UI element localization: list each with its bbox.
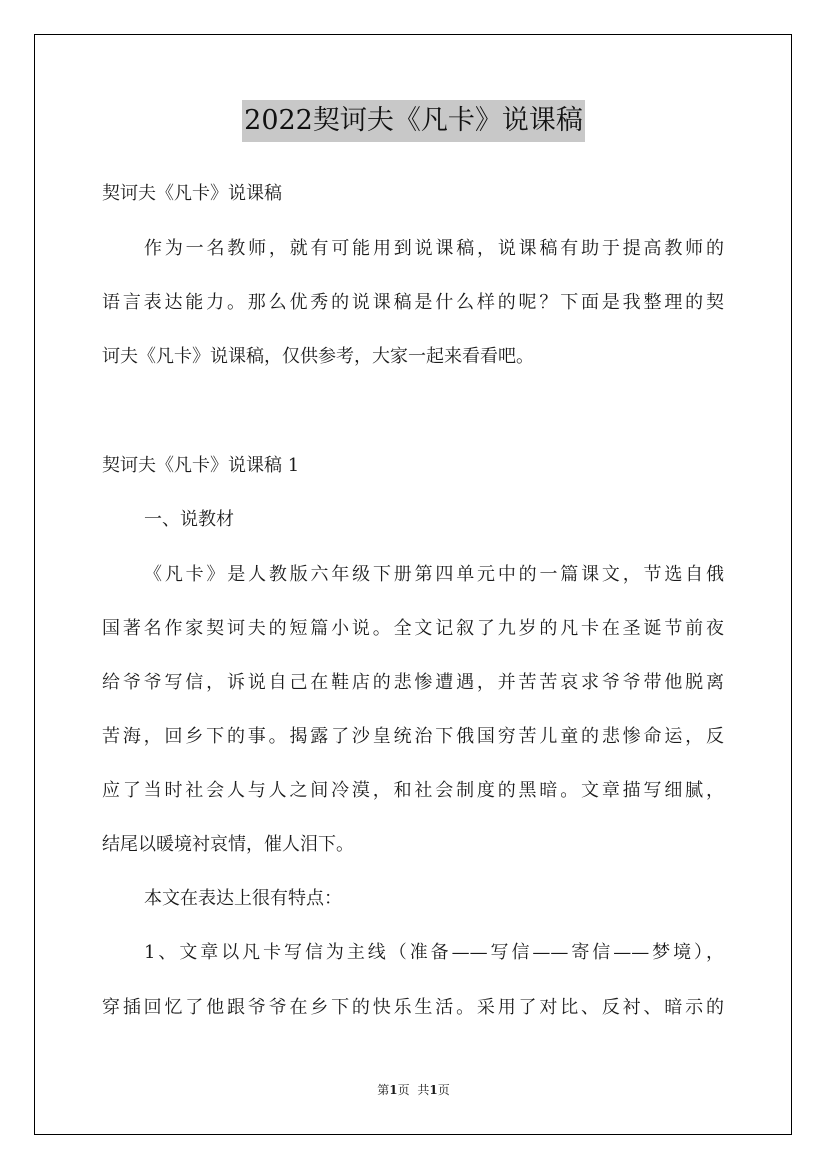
paragraph-line: 1、文章以凡卡写信为主线（准备——写信——寄信——梦境）， — [144, 942, 724, 963]
section-heading: 契诃夫《凡卡》说课稿 — [102, 183, 282, 204]
paragraph-line: 穿插回忆了他跟爷爷在乡下的快乐生活。采用了对比、反衬、暗示的 — [102, 997, 724, 1018]
document-title: 2022契诃夫《凡卡》说课稿 — [242, 100, 585, 142]
subsection-heading: 一、说教材 — [144, 509, 234, 530]
paragraph-line: 诃夫《凡卡》说课稿，仅供参考，大家一起来看看吧。 — [102, 346, 534, 367]
paragraph-line: 作为一名教师，就有可能用到说课稿，说课稿有助于提高教师的 — [144, 238, 724, 259]
section-heading: 契诃夫《凡卡》说课稿 1 — [102, 455, 300, 476]
total-pages: 1 — [429, 1083, 438, 1097]
paragraph-line: 应了当时社会人与人之间冷漠，和社会制度的黑暗。文章描写细腻， — [102, 780, 724, 801]
page-suffix: 页 — [397, 1083, 410, 1097]
paragraph-line: 本文在表达上很有特点： — [144, 888, 342, 909]
title-container — [0, 100, 827, 142]
page-prefix: 第 — [377, 1083, 390, 1097]
total-prefix: 共 — [417, 1083, 430, 1097]
paragraph-line: 国著名作家契诃夫的短篇小说。全文记叙了九岁的凡卡在圣诞节前夜 — [102, 618, 724, 639]
page-footer — [0, 1082, 827, 1098]
paragraph-line: 苦海，回乡下的事。揭露了沙皇统治下俄国穷苦儿童的悲惨命运，反 — [102, 726, 724, 747]
paragraph-line: 给爷爷写信，诉说自己在鞋店的悲惨遭遇，并苦苦哀求爷爷带他脱离 — [102, 672, 724, 693]
page-number: 1 — [389, 1083, 398, 1097]
paragraph-line: 《凡卡》是人教版六年级下册第四单元中的一篇课文，节选自俄 — [144, 564, 724, 585]
paragraph-line: 结尾以暖境衬哀情，催人泪下。 — [102, 834, 354, 855]
paragraph-line: 语言表达能力。那么优秀的说课稿是什么样的呢？下面是我整理的契 — [102, 292, 724, 313]
total-suffix: 页 — [437, 1083, 450, 1097]
